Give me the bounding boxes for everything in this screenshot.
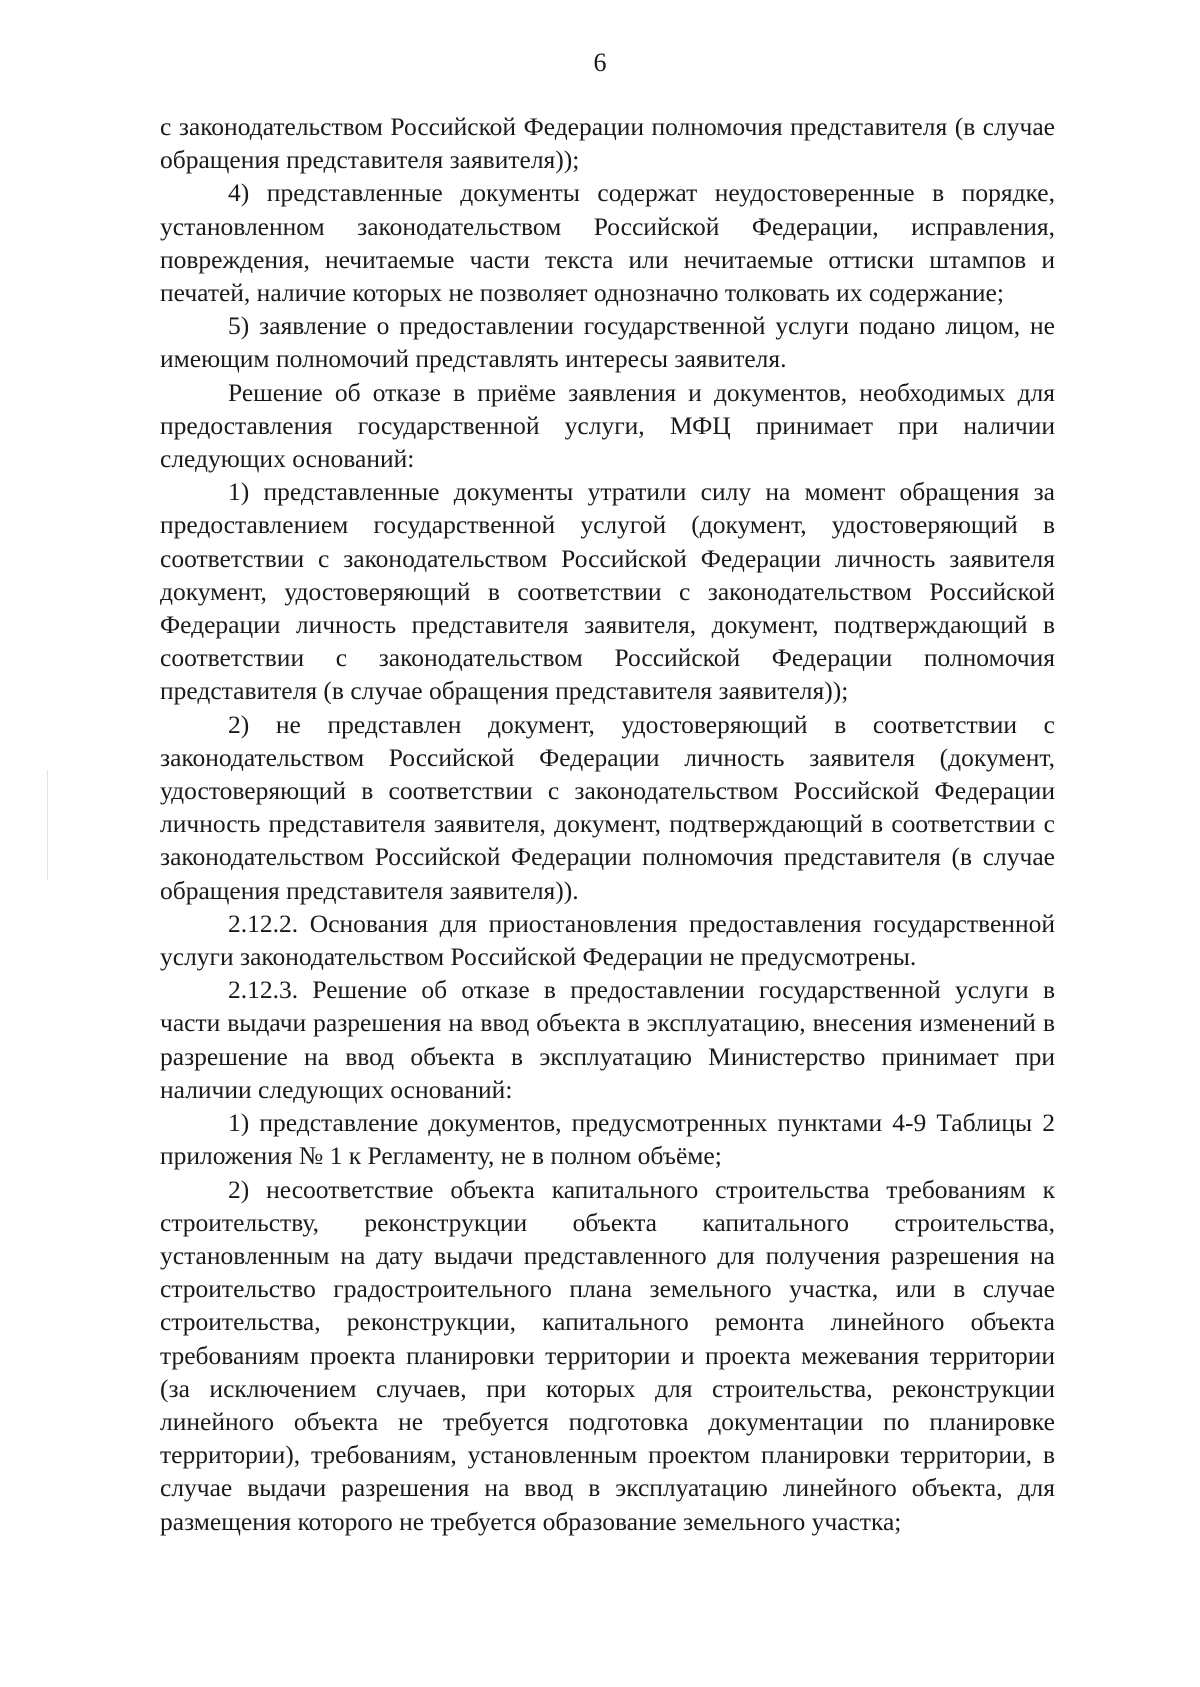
- paragraph-mfc-reason-1: 1) представленные документы утратили силу на момент обращения за предоставлением государственной услугой (документ, удостоверяющий в соответствии с законодательством Российской Федерации личность заявителя документ, удостоверяющий в соответствии с законодательством Российской Федерации личность представителя заявителя, документ, подтверждающий в соответствии с законодательством Российской Федерации полномочия представителя (в случае обращения представителя заявителя));: [160, 477, 1055, 706]
- paragraph-ministry-reason-2: 2) несоответствие объекта капитального строительства требованиям к строительству, реконструкции объекта капитального строительства, установленным на дату выдачи представленного для получения разрешения на строительство градостроительного плана земельного участка, или в случае строительства, реконструкции, капитального ремонта линейного объекта требованиям проекта планировки территории и проекта межевания территории (за исключением случаев, при которых для строительства, реконструкции линейного объекта не требуется подготовка документации по планировке территории), требованиям, установленным проектом планировки территории, в случае выдачи разрешения на ввод в эксплуатацию линейного объекта, для размещения которого не требуется образование земельного участка;: [160, 1174, 1055, 1536]
- paragraph-mfc-refusal-intro: Решение об отказе в приёме заявления и документов, необходимых для предоставления государственной услуги, МФЦ принимает при наличии следующих оснований:: [160, 377, 1055, 474]
- paragraph-mfc-reason-2: 2) не представлен документ, удостоверяющий в соответствии с законодательством Российской Федерации личность заявителя (документ, удостоверяющий в соответствии с законодательством Российской Федерации личность представителя заявителя, документ, подтверждающий в соответствии с законодательством Российской Федерации полномочия представителя (в случае обращения представителя заявителя)).: [160, 709, 1055, 905]
- scan-artifact-line: [47, 770, 48, 880]
- paragraph-section-2-12-2: 2.12.2. Основания для приостановления предоставления государственной услуги законодательством Российской Федерации не предусмотрены.: [160, 908, 1055, 972]
- page-number: 6: [593, 48, 607, 77]
- paragraph-section-2-12-3: 2.12.3. Решение об отказе в предоставлении государственной услуги в части выдачи разрешения на ввод объекта в эксплуатацию, внесения изменений в разрешение на ввод объекта в эксплуатацию Министерство принимает при наличии следующих оснований:: [160, 975, 1055, 1104]
- paragraph-continuation: с законодательством Российской Федерации полномочия представителя (в случае обращения представителя заявителя));: [160, 112, 1055, 175]
- paragraph-item-4: 4) представленные документы содержат неудостоверенные в порядке, установленном законодательством Российской Федерации, исправления, повреждения, нечитаемые части текста или нечитаемые оттиски штампов и печатей, наличие которых не позволяет однозначно толковать их содержание;: [160, 178, 1055, 308]
- document-body: [160, 110, 1055, 1538]
- paragraph-item-5: 5) заявление о предоставлении государственной услуги подано лицом, не имеющим полномочий представлять интересы заявителя.: [160, 311, 1055, 374]
- paragraph-ministry-reason-1: 1) представление документов, предусмотренных пунктами 4-9 Таблицы 2 приложения № 1 к Регламенту, не в полном объёме;: [160, 1108, 1055, 1171]
